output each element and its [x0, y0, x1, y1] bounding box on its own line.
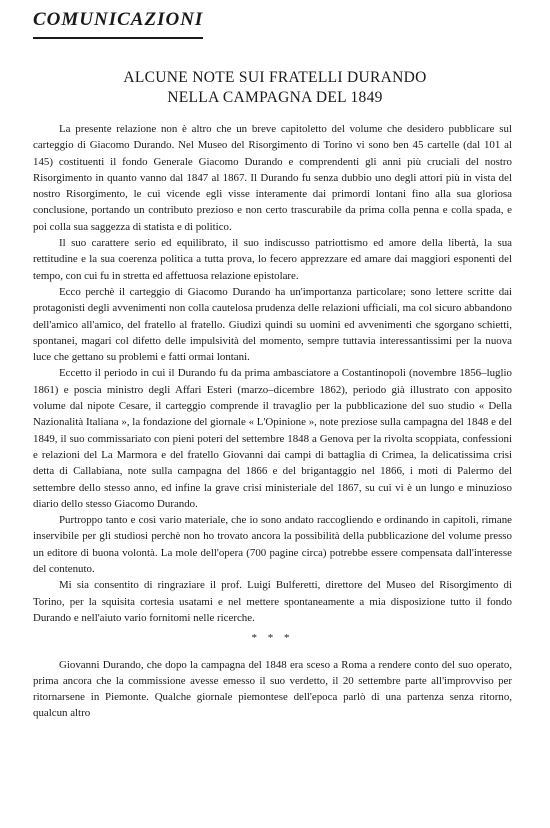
paragraph-5: Purtroppo tanto e così vario materiale, che io sono andato raccogliendo e ordinando in capitoli, rimane inservibile per gli studiosi perchè non ho trovato ancora la possibilità della pubblicazione del volume presso un editore di buona volontà. La mole dell'opera (700 pagine circa) potrebbe essere compensata dall'interesse del contenuto. — [33, 514, 512, 576]
paragraph-3: Ecco perchè il carteggio di Giacomo Durando ha un'importanza particolare; sono lettere scritte dai protagonisti degli avvenimenti non colla cautelosa prudenza delle relazioni ufficiali, ma col sicuro abbandono dell'amico all'amico, del fratello al fratello. Giudizi quindi su uomini ed avvenimenti che sgorgano schietti, spontanei, magari col difetto delle impulsività del momento, sempre tuttavia interessantissimi per la nuova luce che gettano su problemi e fatti ormai lontani. — [33, 285, 512, 364]
article-body — [33, 121, 512, 722]
paragraph-1: La presente relazione non è altro che un breve capitoletto del volume che desidero pubblicare sul carteggio di Giacomo Durando. Nel Museo del Risorgimento di Torino vi sono ben 45 cartelle (dal 101 al 145) costituenti il fondo Generale Giacomo Durando e comprendenti gli anni più cruciali del nostro Risorgimento in quanto vanno dal 1847 al 1867. Il Durando fu senza dubbio uno degli attori più in vista del nostro Risorgimento, le cui vicende egli visse interamente dai primordi lontani fino alla sua gloriosa conclusione, portando un contributo prezioso e non certo trascurabile da prima colla penna e colla spada, e poi colla sua saggezza di statista e di politico. — [33, 123, 512, 233]
article-title-line-2: NELLA CAMPAGNA DEL 1849 — [167, 89, 383, 106]
paragraph-2: Il suo carattere serio ed equilibrato, il suo indiscusso patriottismo ed amore della libertà, la sua rettitudine e la sua coerenza politica a tutta prova, lo fecero apprezzare ed amare dai maggiori esponenti del tempo, con cui fu in stretta ed affettuosa relazione epistolare. — [33, 237, 512, 282]
paragraph-4: Eccetto il periodo in cui il Durando fu da prima ambasciatore a Costantinopoli (novembre 1856–luglio 1861) e poscia ministro degli Affari Esteri (marzo–dicembre 1862), periodo già illustrato con apposito volume dal nipote Cesare, il carteggio comprende il travaglio per la pubblicazione del suo studio « Della Nazionalità Italiana », la fondazione del giornale « L'Opinione », note preziose sulla campagna del 1848 e del 1849, il suo commissariato con pieni poteri del settembre 1848 a Genova per la rivolta scoppiata, confessioni e relazioni del La Marmora e del fratello Giovanni dai campi di battaglia di Crimea, la delicatissima crisi detta di Callabiana, note sulla campagna del 1866 e del brigantaggio nel 1866, i moti di Palermo del settembre dello stesso anno, ed infine la grave crisi ministeriale del 1867, su cui vi è un lungo e minuzioso diario dello stesso Giacomo Durando. — [33, 367, 512, 510]
section-separator: * * * — [251, 632, 294, 645]
header-rule — [33, 37, 203, 39]
paragraph-7: Giovanni Durando, che dopo la campagna del 1848 era sceso a Roma a rendere conto del suo operato, prima ancora che la commissione avesse emesso il suo verdetto, il 20 settembre parte all'improvviso per ritornarsene in Piemonte. Qualche giornale piemontese dell'epoca parlò di una partenza senza ritorno, qualcun altro — [33, 658, 512, 720]
paragraph-6: Mi sia consentito di ringraziare il prof. Luigi Bulferetti, direttore del Museo del Risorgimento di Torino, per la squisita cortesia usatami e nel mettere spontaneamente a mia disposizione tutto il fondo Durando e nell'aiuto vario fornitomi nelle ricerche. — [33, 579, 512, 624]
section-header: COMUNICAZIONI — [33, 9, 204, 30]
article-title-line-1: ALCUNE NOTE SUI FRATELLI DURANDO — [123, 69, 427, 86]
